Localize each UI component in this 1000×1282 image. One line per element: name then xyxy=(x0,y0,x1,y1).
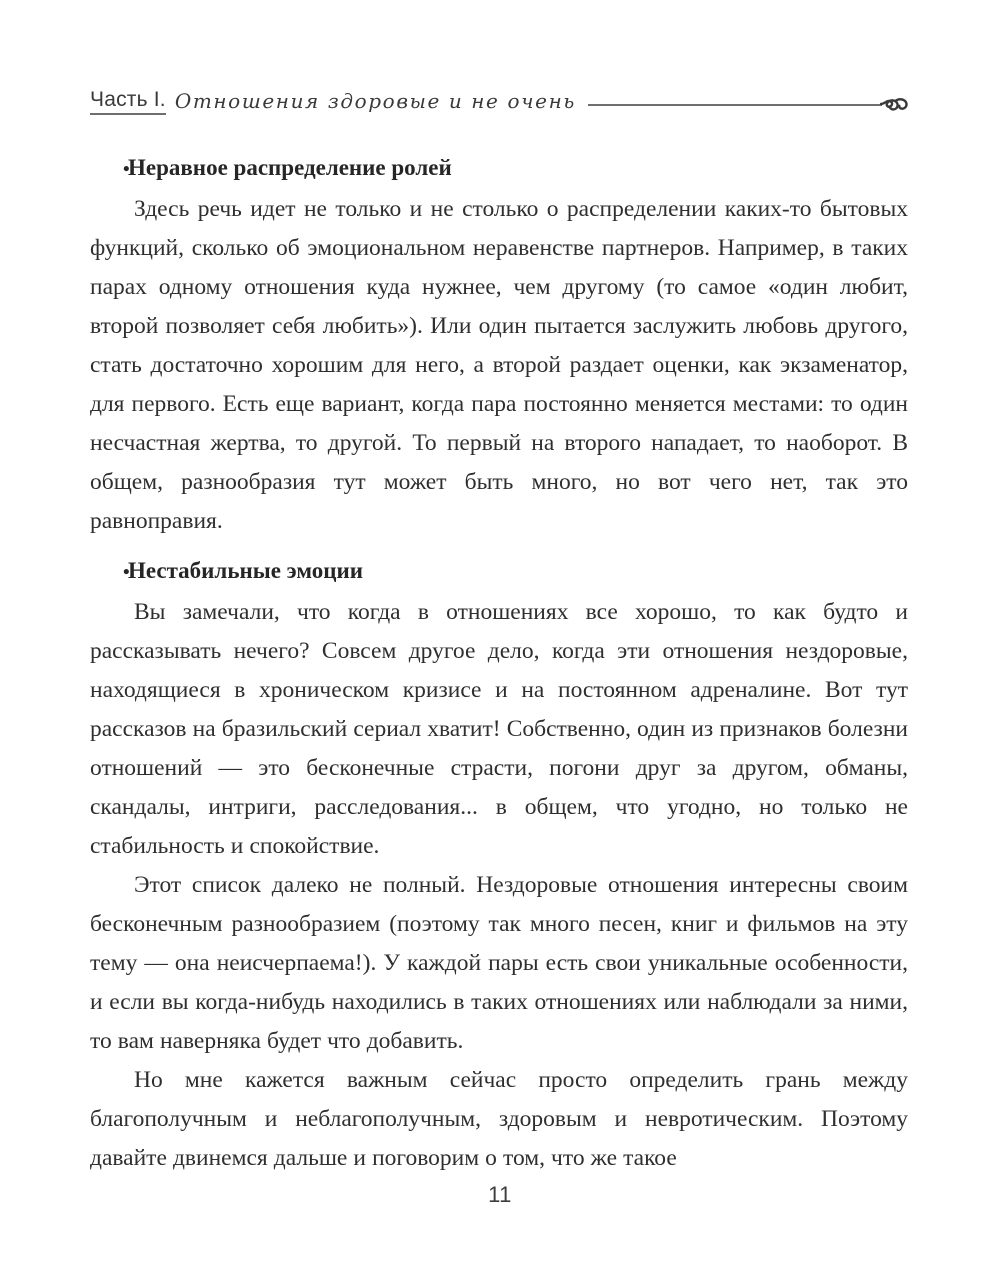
bullet-icon: • xyxy=(123,159,130,180)
section-heading-unequal-roles xyxy=(90,148,908,189)
running-head-rule-group xyxy=(588,90,910,114)
section-heading-label: Нестабильные эмоции xyxy=(128,558,364,583)
paragraph: Этот список далеко не полный. Нездоровые отношения интересны своим бесконечным разнообразием (поэтому так много песен, книг и фильмов на эту тему — она неисчерпаема!). У каждой пары есть свои уникальные особенности, и если вы когда-нибудь находились в таких отношениях или наблюдали за ними, то вам наверняка будет что добавить. xyxy=(90,872,908,1054)
running-head-part-label: Часть I. xyxy=(90,89,166,115)
section-heading-label: Неравное распределение ролей xyxy=(128,155,452,180)
paragraph: Здесь речь идет не только и не столько о распределении каких-то бытовых функций, сколько об эмоциональном неравенстве партнеров. Например, в таких парах одному отношения куда нужнее, чем другому (то самое «один любит, второй позволяет себя любить»). Или один пытается заслужить любовь другого, стать достаточно хорошим для него, а второй раздает оценки, как экзаменатор, для первого. Есть еще вариант, когда пара постоянно меняется местами: то один несчастная жертва, то другой. То первый на второго нападает, то наоборот. В общем, разнообразия тут может быть много, но вот чего нет, так это равноправия. xyxy=(90,196,908,534)
page-body xyxy=(90,148,908,1178)
paragraph: Но мне кажется важным сейчас просто определить грань между благополучным и неблагополучным, здоровым и невротическим. Поэтому давайте двинемся дальше и поговорим о том, что же такое xyxy=(90,1067,908,1171)
running-head-title: Отношения здоровые и не очень xyxy=(174,89,576,113)
running-head xyxy=(90,82,910,122)
bullet-icon: • xyxy=(123,562,130,583)
swirl-flourish-icon xyxy=(880,92,910,116)
paragraph: Вы замечали, что когда в отношениях все хорошо, то как будто и рассказывать нечего? Совсем другое дело, когда эти отношения нездоровые, находящиеся в хроническом кризисе и на постоянном адреналине. Вот тут рассказов на бразильский сериал хватит! Собственно, один из признаков болезни отношений — это бесконечные страсти, погони друг за другом, обманы, скандалы, интриги, расследования... в общем, что угодно, но только не стабильность и спокойствие. xyxy=(90,599,908,859)
page-number: 11 xyxy=(488,1182,512,1207)
running-head-rule xyxy=(588,104,882,106)
section-spacer xyxy=(90,541,908,551)
section-heading-unstable-emotions xyxy=(90,551,908,592)
